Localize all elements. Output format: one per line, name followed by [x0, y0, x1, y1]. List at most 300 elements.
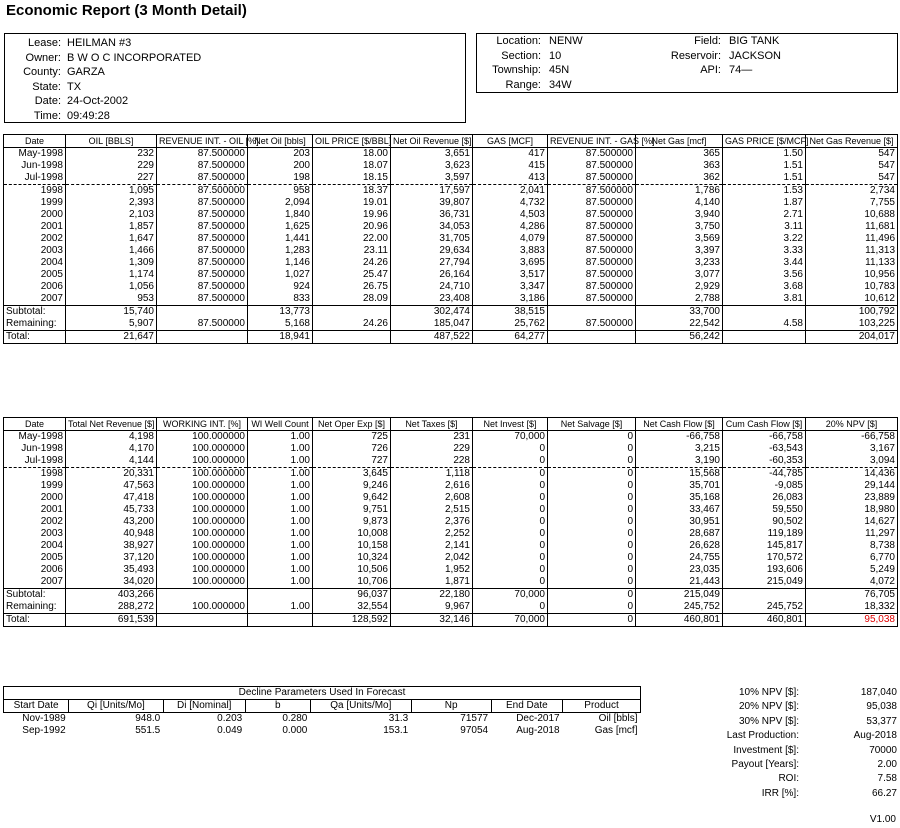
- cash-flow-table: [3, 417, 898, 627]
- table-cell: 32,554: [313, 601, 391, 614]
- column-header: GAS [MCF]: [473, 135, 548, 148]
- table-cell: 23.11: [313, 245, 391, 257]
- summary-label: Investment [$]:: [733, 744, 799, 756]
- table-cell: 198: [248, 172, 313, 185]
- table-cell: 1,309: [66, 257, 157, 269]
- table-cell: 0: [473, 443, 548, 455]
- table-row: [4, 576, 898, 589]
- table-cell: 87.500000: [548, 269, 636, 281]
- table-cell: 87.500000: [157, 245, 248, 257]
- table-row: [4, 480, 898, 492]
- table-cell: 2,094: [248, 197, 313, 209]
- table-row: [4, 209, 898, 221]
- field-label: Reservoir:: [670, 49, 721, 62]
- table-cell: 3,645: [313, 468, 391, 481]
- table-cell: 1,441: [248, 233, 313, 245]
- table-cell: 17,597: [391, 185, 473, 198]
- table-cell: 3,940: [636, 209, 723, 221]
- summary-label: Payout [Years]:: [731, 759, 799, 770]
- table-cell: 10,688: [806, 209, 898, 221]
- table-cell: 7,755: [806, 197, 898, 209]
- table-cell: 100.000000: [157, 431, 248, 444]
- table-cell: 25.47: [313, 269, 391, 281]
- table-cell: 31.3: [388, 713, 409, 724]
- table-cell: 4,072: [806, 576, 898, 589]
- table-cell: 1,283: [248, 245, 313, 257]
- table-cell: 4,732: [473, 197, 548, 209]
- table-cell: 2004: [4, 257, 66, 269]
- column-header: Net Invest [$]: [473, 418, 548, 431]
- table-cell: 365: [636, 148, 723, 161]
- table-cell: 24.26: [313, 257, 391, 269]
- table-cell: 87.500000: [548, 197, 636, 209]
- table-cell: 2,616: [391, 480, 473, 492]
- table-cell: 0: [473, 455, 548, 468]
- info-label: Owner:: [25, 51, 61, 64]
- table-cell: 95,038: [806, 614, 898, 627]
- summary-label: 30% NPV [$]:: [738, 715, 799, 727]
- table-cell: 100.000000: [157, 492, 248, 504]
- table-cell: 1998: [4, 185, 66, 198]
- table-cell: 19.96: [313, 209, 391, 221]
- table-cell: 1.00: [248, 564, 313, 576]
- summary-value: 2.00: [877, 759, 897, 770]
- table-cell: 0: [473, 576, 548, 589]
- table-cell: 3,597: [391, 172, 473, 185]
- table-cell: 45,733: [66, 504, 157, 516]
- table-cell: 70,000: [473, 431, 548, 444]
- field-row: [647, 49, 887, 63]
- location-info-box: [476, 33, 898, 93]
- table-cell: 14,436: [806, 468, 898, 481]
- table-cell: 34,020: [66, 576, 157, 589]
- table-cell: 15,568: [636, 468, 723, 481]
- table-cell: 551.5: [135, 725, 161, 736]
- header-row: [4, 700, 641, 713]
- table-cell: 18.15: [313, 172, 391, 185]
- table-cell: 691,539: [66, 614, 157, 627]
- table-cell: 5,249: [806, 564, 898, 576]
- table-cell: [157, 589, 248, 602]
- table-cell: 87.500000: [548, 185, 636, 198]
- table-cell: 170,572: [723, 552, 806, 564]
- table-cell: 1,146: [248, 257, 313, 269]
- table-cell: 9,751: [313, 504, 391, 516]
- table-row: [4, 185, 898, 198]
- table-cell: 2001: [4, 221, 66, 233]
- info-row: [5, 36, 305, 50]
- field-value: JACKSON: [729, 49, 781, 62]
- info-row: [5, 65, 305, 79]
- table-cell: 87.500000: [157, 269, 248, 281]
- table-row: [4, 614, 898, 627]
- table-cell: 2001: [4, 504, 66, 516]
- table-cell: 11,681: [806, 221, 898, 233]
- table-cell: 0: [473, 552, 548, 564]
- table-cell: 22,180: [391, 589, 473, 602]
- table-cell: 204,017: [806, 331, 898, 344]
- table-cell: 28,687: [636, 528, 723, 540]
- table-cell: 18.07: [313, 160, 391, 172]
- table-cell: 2,788: [636, 293, 723, 306]
- info-value: GARZA: [67, 66, 105, 78]
- table-cell: 0: [548, 528, 636, 540]
- table-cell: 1.00: [248, 601, 313, 614]
- table-cell: 87.500000: [157, 293, 248, 306]
- table-cell: [313, 331, 391, 344]
- table-cell: 11,313: [806, 245, 898, 257]
- table-cell: 2,393: [66, 197, 157, 209]
- table-cell: 100.000000: [157, 540, 248, 552]
- table-cell: 2000: [4, 209, 66, 221]
- info-label: State:: [32, 80, 61, 93]
- table-cell: 153.1: [383, 725, 409, 736]
- table-row: [4, 318, 898, 331]
- table-cell: 1,786: [636, 185, 723, 198]
- table-cell: 1999: [4, 197, 66, 209]
- table-row: [4, 331, 898, 344]
- table-cell: 2,141: [391, 540, 473, 552]
- table-cell: 38,927: [66, 540, 157, 552]
- table-cell: 30,951: [636, 516, 723, 528]
- table-cell: 1.00: [248, 576, 313, 589]
- table-cell: -63,543: [723, 443, 806, 455]
- table-cell: 4,286: [473, 221, 548, 233]
- table-cell: 2,734: [806, 185, 898, 198]
- table-row: [4, 221, 898, 233]
- table-cell: 0: [548, 480, 636, 492]
- table-cell: 1,952: [391, 564, 473, 576]
- table-cell: 22,542: [636, 318, 723, 331]
- table-cell: 0: [473, 492, 548, 504]
- table-cell: 33,700: [636, 306, 723, 319]
- table-cell: [723, 331, 806, 344]
- table-cell: 23,408: [391, 293, 473, 306]
- table-cell: 245,752: [723, 601, 806, 614]
- info-row: [5, 51, 305, 65]
- table-cell: 3,094: [806, 455, 898, 468]
- table-cell: 23,035: [636, 564, 723, 576]
- location-label: Township:: [492, 64, 541, 76]
- table-cell: 100.000000: [157, 601, 248, 614]
- table-cell: 87.500000: [157, 148, 248, 161]
- column-header: REVENUE INT. - GAS [%]: [548, 135, 636, 148]
- table-cell: 3,347: [473, 281, 548, 293]
- table-cell: 1,840: [248, 209, 313, 221]
- table-cell: 87.500000: [157, 233, 248, 245]
- table-cell: 1999: [4, 480, 66, 492]
- table-cell: 8,738: [806, 540, 898, 552]
- decline-parameters-table: [3, 686, 641, 737]
- table-row: [4, 468, 898, 481]
- table-cell: 2007: [4, 576, 66, 589]
- summary-row: [647, 787, 897, 801]
- table-cell: 32,146: [391, 614, 473, 627]
- table-cell: 2003: [4, 245, 66, 257]
- info-row: [5, 109, 305, 123]
- table-cell: 1,466: [66, 245, 157, 257]
- table-cell: 948.0: [135, 713, 161, 724]
- table-row: [4, 601, 898, 614]
- table-cell: 34,053: [391, 221, 473, 233]
- table-cell: 87.500000: [548, 209, 636, 221]
- table-cell: 363: [636, 160, 723, 172]
- location-label: Location:: [496, 35, 541, 47]
- table-row: [4, 233, 898, 245]
- table-cell: 460,801: [723, 614, 806, 627]
- table-cell: 31,705: [391, 233, 473, 245]
- table-cell: 4,170: [66, 443, 157, 455]
- table-cell: 19.01: [313, 197, 391, 209]
- location-label: Section:: [501, 49, 541, 62]
- table-cell: [723, 589, 806, 602]
- location-value: NENW: [549, 35, 583, 47]
- table-cell: [723, 306, 806, 319]
- decline-caption: Decline Parameters Used In Forecast: [4, 687, 641, 700]
- location-value: 34W: [549, 78, 572, 91]
- table-row: [4, 245, 898, 257]
- table-row: [4, 431, 898, 444]
- table-cell: Aug-2018: [516, 725, 560, 736]
- table-cell: 38,515: [473, 306, 548, 319]
- table-cell: [157, 614, 248, 627]
- table-cell: 3,077: [636, 269, 723, 281]
- table-cell: 3,517: [473, 269, 548, 281]
- info-label: County:: [23, 66, 61, 78]
- field-row: [647, 34, 887, 48]
- table-cell: 2,376: [391, 516, 473, 528]
- column-header: Net Oper Exp [$]: [313, 418, 391, 431]
- table-cell: 1,056: [66, 281, 157, 293]
- table-row: [4, 516, 898, 528]
- table-cell: 185,047: [391, 318, 473, 331]
- table-cell: 0: [548, 552, 636, 564]
- table-row: [4, 564, 898, 576]
- summary-value: 70000: [869, 744, 897, 756]
- table-cell: 2005: [4, 552, 66, 564]
- field-value: 74—: [729, 64, 753, 76]
- table-cell: 1.00: [248, 443, 313, 455]
- table-cell: 0: [548, 614, 636, 627]
- table-cell: 18,980: [806, 504, 898, 516]
- table-cell: 90,502: [723, 516, 806, 528]
- table-cell: 21,443: [636, 576, 723, 589]
- table-cell: 56,242: [636, 331, 723, 344]
- table-row: [4, 197, 898, 209]
- table-cell: 10,008: [313, 528, 391, 540]
- table-cell: 1.00: [248, 504, 313, 516]
- table-cell: 3,750: [636, 221, 723, 233]
- table-cell: 0.203: [217, 713, 243, 724]
- table-cell: 2004: [4, 540, 66, 552]
- field-label: API:: [700, 64, 721, 76]
- table-row: [4, 589, 898, 602]
- table-cell: 3,695: [473, 257, 548, 269]
- table-cell: 2,515: [391, 504, 473, 516]
- table-cell: 100,792: [806, 306, 898, 319]
- table-row: [4, 160, 898, 172]
- table-row: [4, 281, 898, 293]
- table-cell: Nov-1989: [22, 713, 66, 724]
- table-cell: 547: [806, 172, 898, 185]
- table-cell: 39,807: [391, 197, 473, 209]
- table-cell: 4,144: [66, 455, 157, 468]
- table-cell: 87.500000: [157, 172, 248, 185]
- table-cell: 0: [548, 492, 636, 504]
- table-cell: 3,215: [636, 443, 723, 455]
- table-cell: 3,186: [473, 293, 548, 306]
- table-cell: 15,740: [66, 306, 157, 319]
- table-cell: Jul-1998: [4, 172, 66, 185]
- table-cell: 0: [548, 516, 636, 528]
- info-value: 24-Oct-2002: [67, 95, 129, 107]
- table-cell: 97054: [460, 725, 489, 736]
- summary-row: [647, 700, 897, 714]
- lease-info-box: [4, 33, 466, 123]
- table-cell: 2,041: [473, 185, 548, 198]
- report-title: Economic Report (3 Month Detail): [6, 2, 247, 19]
- table-cell: 10,956: [806, 269, 898, 281]
- table-cell: 725: [313, 431, 391, 444]
- table-row: [4, 528, 898, 540]
- table-cell: 3.56: [723, 269, 806, 281]
- table-cell: 2005: [4, 269, 66, 281]
- table-cell: 59,550: [723, 504, 806, 516]
- table-cell: 1.00: [248, 516, 313, 528]
- column-header: Np: [411, 700, 491, 713]
- table-cell: 1,857: [66, 221, 157, 233]
- summary-value: 95,038: [866, 701, 897, 713]
- table-cell: 0: [473, 564, 548, 576]
- table-cell: 1.50: [723, 148, 806, 161]
- table-cell: 0.049: [217, 725, 243, 736]
- table-cell: 1.00: [248, 492, 313, 504]
- table-cell: 231: [391, 431, 473, 444]
- table-cell: 18,941: [248, 331, 313, 344]
- table-cell: 70,000: [473, 589, 548, 602]
- table-cell: 3.44: [723, 257, 806, 269]
- table-cell: 11,496: [806, 233, 898, 245]
- table-cell: 3.33: [723, 245, 806, 257]
- summary-value: 66.27: [871, 787, 897, 799]
- table-cell: 833: [248, 293, 313, 306]
- column-header: WI Well Count: [248, 418, 313, 431]
- table-cell: 0: [548, 564, 636, 576]
- table-cell: 87.500000: [157, 257, 248, 269]
- table-cell: 37,120: [66, 552, 157, 564]
- table-row: [4, 306, 898, 319]
- table-cell: 128,592: [313, 614, 391, 627]
- table-cell: 3.22: [723, 233, 806, 245]
- table-cell: 18.37: [313, 185, 391, 198]
- table-cell: 87.500000: [548, 257, 636, 269]
- table-cell: 24.26: [313, 318, 391, 331]
- table-cell: 2,608: [391, 492, 473, 504]
- column-header: Product: [563, 700, 641, 713]
- table-row: [4, 148, 898, 161]
- table-cell: 87.500000: [548, 148, 636, 161]
- location-value: 45N: [549, 64, 570, 76]
- column-header: 20% NPV [$]: [806, 418, 898, 431]
- info-value: TX: [67, 80, 82, 93]
- table-cell: 288,272: [66, 601, 157, 614]
- table-cell: Total:: [4, 331, 66, 344]
- table-cell: 3.81: [723, 293, 806, 306]
- table-cell: 924: [248, 281, 313, 293]
- column-header: Qa [Units/Mo]: [310, 700, 411, 713]
- table-cell: 43,200: [66, 516, 157, 528]
- table-cell: 71577: [460, 713, 489, 724]
- table-cell: 1.87: [723, 197, 806, 209]
- location-row: [477, 78, 677, 92]
- table-cell: 20.96: [313, 221, 391, 233]
- table-cell: 2,929: [636, 281, 723, 293]
- table-cell: 103,225: [806, 318, 898, 331]
- column-header: Cum Cash Flow [$]: [723, 418, 806, 431]
- table-cell: 3.68: [723, 281, 806, 293]
- column-header: Start Date: [4, 700, 69, 713]
- summary-label: ROI:: [778, 773, 799, 785]
- table-cell: Oil [bbls]: [598, 713, 638, 724]
- table-cell: 40,948: [66, 528, 157, 540]
- table-cell: 0: [473, 540, 548, 552]
- table-cell: 35,168: [636, 492, 723, 504]
- table-cell: 26,083: [723, 492, 806, 504]
- table-cell: 100.000000: [157, 455, 248, 468]
- table-cell: 726: [313, 443, 391, 455]
- info-label: Date:: [34, 95, 61, 107]
- table-cell: 193,606: [723, 564, 806, 576]
- table-cell: 87.500000: [157, 197, 248, 209]
- table-cell: 1.00: [248, 552, 313, 564]
- table-cell: 547: [806, 148, 898, 161]
- table-cell: 87.500000: [157, 209, 248, 221]
- table-cell: 417: [473, 148, 548, 161]
- table-cell: 487,522: [391, 331, 473, 344]
- table-cell: 547: [806, 160, 898, 172]
- table-cell: 0: [548, 468, 636, 481]
- table-cell: 22.00: [313, 233, 391, 245]
- table-cell: 3,233: [636, 257, 723, 269]
- table-cell: 0: [473, 468, 548, 481]
- table-cell: 1998: [4, 468, 66, 481]
- table-cell: 2000: [4, 492, 66, 504]
- table-cell: 96,037: [313, 589, 391, 602]
- table-row: [4, 257, 898, 269]
- table-cell: 2002: [4, 233, 66, 245]
- column-header: WORKING INT. [%]: [157, 418, 248, 431]
- table-cell: 11,297: [806, 528, 898, 540]
- table-cell: 2,252: [391, 528, 473, 540]
- table-cell: 13,773: [248, 306, 313, 319]
- table-cell: 228: [391, 455, 473, 468]
- table-cell: 1.00: [248, 528, 313, 540]
- table-cell: 2006: [4, 281, 66, 293]
- table-cell: 0: [473, 516, 548, 528]
- table-cell: 3,623: [391, 160, 473, 172]
- table-cell: [248, 614, 313, 627]
- table-cell: 145,817: [723, 540, 806, 552]
- table-cell: 10,158: [313, 540, 391, 552]
- table-cell: 10,783: [806, 281, 898, 293]
- table-cell: 1.00: [248, 480, 313, 492]
- table-cell: 87.500000: [548, 221, 636, 233]
- table-cell: 4,140: [636, 197, 723, 209]
- table-cell: 1,174: [66, 269, 157, 281]
- table-cell: 3,883: [473, 245, 548, 257]
- table-cell: 35,701: [636, 480, 723, 492]
- table-cell: 2007: [4, 293, 66, 306]
